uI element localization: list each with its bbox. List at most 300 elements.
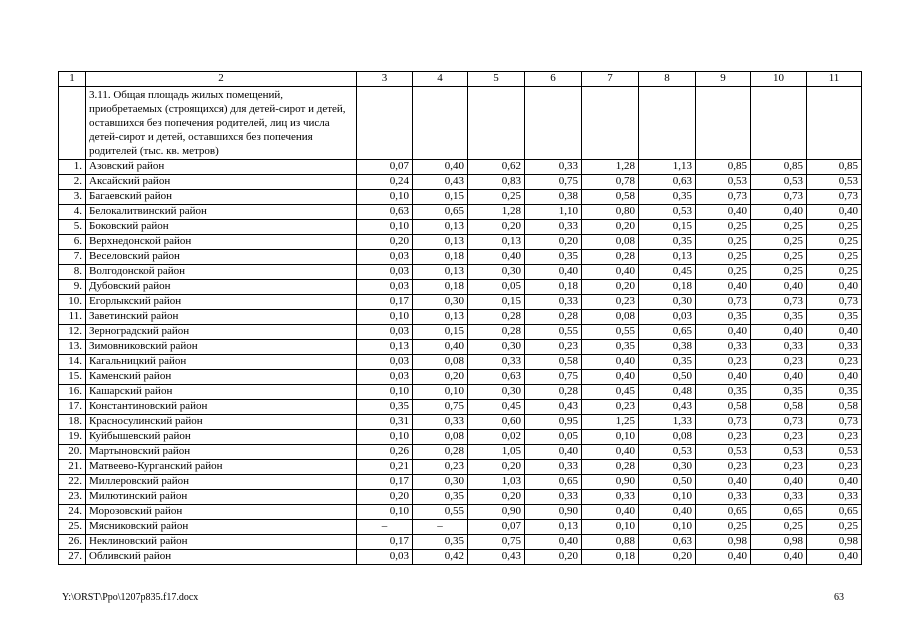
value-cell: 0,20	[468, 490, 525, 505]
district-name: Дубовский район	[86, 280, 357, 295]
header-cell: 7	[582, 72, 639, 87]
value-cell: 0,98	[807, 535, 862, 550]
value-cell: 0,73	[696, 415, 751, 430]
table-row	[59, 310, 862, 325]
value-cell: 0,73	[807, 415, 862, 430]
value-cell: 1,03	[468, 475, 525, 490]
value-cell: 0,85	[751, 160, 807, 175]
value-cell: 0,73	[807, 295, 862, 310]
value-cell: 0,35	[696, 385, 751, 400]
value-cell: 0,13	[413, 310, 468, 325]
value-cell: 0,25	[807, 520, 862, 535]
table-row	[59, 385, 862, 400]
table-row	[59, 280, 862, 295]
value-cell: 0,58	[525, 355, 582, 370]
district-name: Морозовский район	[86, 505, 357, 520]
value-cell: 0,53	[639, 445, 696, 460]
value-cell: 0,53	[807, 175, 862, 190]
value-cell: 0,83	[468, 175, 525, 190]
table-row	[59, 460, 862, 475]
value-cell: 0,23	[696, 430, 751, 445]
value-cell: 0,75	[525, 175, 582, 190]
value-cell: 0,28	[582, 250, 639, 265]
value-cell: 0,65	[696, 505, 751, 520]
district-name: Веселовский район	[86, 250, 357, 265]
value-cell: 0,35	[413, 535, 468, 550]
section-title: 3.11. Общая площадь жилых помещений, приобретаемых (строящихся) для детей-сирот и детей, оставшихся без попечения родителей, лиц из числа детей-сирот и детей, оставшихся без попечения родителей (тыс. кв. метров)	[86, 87, 357, 160]
value-cell: 0,03	[639, 310, 696, 325]
value-cell: 0,43	[413, 175, 468, 190]
value-cell: 0,48	[639, 385, 696, 400]
row-number: 25.	[59, 520, 86, 535]
value-cell: 0,13	[413, 265, 468, 280]
value-cell: 0,25	[807, 220, 862, 235]
district-name: Белокалитвинский район	[86, 205, 357, 220]
value-cell: 0,33	[696, 490, 751, 505]
value-cell: 0,25	[807, 235, 862, 250]
value-cell: 0,33	[525, 460, 582, 475]
value-cell: 0,40	[582, 370, 639, 385]
value-cell: 0,90	[468, 505, 525, 520]
value-cell: 0,20	[525, 235, 582, 250]
value-cell: 0,73	[751, 415, 807, 430]
value-cell: 0,25	[751, 265, 807, 280]
value-cell: 0,15	[468, 295, 525, 310]
row-number: 24.	[59, 505, 86, 520]
value-cell: 0,40	[751, 370, 807, 385]
value-cell: 0,95	[525, 415, 582, 430]
value-cell: 0,40	[525, 535, 582, 550]
value-cell: 0,65	[807, 505, 862, 520]
value-cell: 0,45	[639, 265, 696, 280]
row-number: 26.	[59, 535, 86, 550]
value-cell: 0,10	[357, 310, 413, 325]
value-cell: 0,28	[582, 460, 639, 475]
value-cell: 0,35	[751, 385, 807, 400]
value-cell: 0,55	[413, 505, 468, 520]
value-cell: 0,28	[413, 445, 468, 460]
value-cell: 0,03	[357, 265, 413, 280]
value-cell: 0,23	[582, 295, 639, 310]
header-cell: 2	[86, 72, 357, 87]
value-cell: 0,65	[525, 475, 582, 490]
value-cell: 0,30	[413, 475, 468, 490]
value-cell: 0,08	[413, 355, 468, 370]
value-cell: 0,03	[357, 250, 413, 265]
district-name: Каменский район	[86, 370, 357, 385]
value-cell: 0,23	[751, 460, 807, 475]
value-cell: 0,30	[413, 295, 468, 310]
value-cell: 0,40	[582, 505, 639, 520]
value-cell: 0,10	[357, 220, 413, 235]
value-cell: 0,10	[357, 430, 413, 445]
value-cell: 0,53	[807, 445, 862, 460]
value-cell: 0,30	[639, 460, 696, 475]
empty-cell	[639, 87, 696, 160]
value-cell: 0,53	[639, 205, 696, 220]
value-cell: 0,25	[751, 250, 807, 265]
value-cell: 0,42	[413, 550, 468, 565]
value-cell: 0,23	[582, 400, 639, 415]
row-number: 12.	[59, 325, 86, 340]
value-cell: 0,43	[639, 400, 696, 415]
value-cell: 0,58	[696, 400, 751, 415]
table-row	[59, 160, 862, 175]
district-name: Багаевский район	[86, 190, 357, 205]
value-cell: 0,30	[468, 265, 525, 280]
value-cell: 0,40	[582, 445, 639, 460]
value-cell: 0,25	[696, 250, 751, 265]
value-cell: 0,13	[413, 220, 468, 235]
value-cell: 0,40	[807, 205, 862, 220]
value-cell: 0,20	[582, 280, 639, 295]
value-cell: 0,25	[468, 190, 525, 205]
value-cell: 0,25	[696, 520, 751, 535]
table-row	[59, 190, 862, 205]
value-cell: 0,55	[525, 325, 582, 340]
value-cell: 0,62	[468, 160, 525, 175]
value-cell: 0,05	[525, 430, 582, 445]
district-name: Егорлыкский район	[86, 295, 357, 310]
value-cell: 0,73	[807, 190, 862, 205]
district-name: Милютинский район	[86, 490, 357, 505]
value-cell: 0,75	[525, 370, 582, 385]
value-cell: 0,10	[582, 520, 639, 535]
value-cell: 0,65	[413, 205, 468, 220]
table-row	[59, 550, 862, 565]
value-cell: 0,33	[751, 340, 807, 355]
header-cell: 10	[751, 72, 807, 87]
value-cell: 1,25	[582, 415, 639, 430]
value-cell: 0,55	[582, 325, 639, 340]
value-cell: 0,35	[413, 490, 468, 505]
value-cell: 0,10	[357, 505, 413, 520]
value-cell: –	[357, 520, 413, 535]
value-cell: 0,40	[696, 370, 751, 385]
row-number: 4.	[59, 205, 86, 220]
district-name: Константиновский район	[86, 400, 357, 415]
value-cell: 0,35	[525, 250, 582, 265]
value-cell: 0,18	[413, 250, 468, 265]
value-cell: 1,05	[468, 445, 525, 460]
district-name: Куйбышевский район	[86, 430, 357, 445]
value-cell: 0,23	[751, 355, 807, 370]
value-cell: 0,35	[696, 310, 751, 325]
header-cell: 9	[696, 72, 751, 87]
value-cell: 0,35	[639, 235, 696, 250]
value-cell: 0,10	[639, 520, 696, 535]
table-row	[59, 220, 862, 235]
value-cell: 0,20	[582, 220, 639, 235]
value-cell: 0,35	[639, 190, 696, 205]
row-number: 22.	[59, 475, 86, 490]
row-number: 21.	[59, 460, 86, 475]
district-name: Мясниковский район	[86, 520, 357, 535]
value-cell: 0,73	[751, 190, 807, 205]
value-cell: 0,18	[525, 280, 582, 295]
value-cell: 1,28	[468, 205, 525, 220]
value-cell: 0,20	[413, 370, 468, 385]
value-cell: 0,30	[468, 340, 525, 355]
value-cell: 0,08	[639, 430, 696, 445]
value-cell: 0,53	[696, 175, 751, 190]
value-cell: 0,03	[357, 355, 413, 370]
row-number: 23.	[59, 490, 86, 505]
value-cell: 0,15	[413, 325, 468, 340]
table-row	[59, 430, 862, 445]
row-number: 18.	[59, 415, 86, 430]
value-cell: 0,73	[696, 190, 751, 205]
value-cell: 0,25	[807, 250, 862, 265]
table-row	[59, 295, 862, 310]
value-cell: 0,60	[468, 415, 525, 430]
value-cell: 0,08	[582, 310, 639, 325]
district-name: Заветинский район	[86, 310, 357, 325]
district-name: Верхнедонской район	[86, 235, 357, 250]
section-number-cell	[59, 87, 86, 160]
table-row	[59, 445, 862, 460]
value-cell: 0,63	[468, 370, 525, 385]
value-cell: 0,63	[639, 535, 696, 550]
value-cell: 0,23	[807, 355, 862, 370]
value-cell: 0,33	[751, 490, 807, 505]
value-cell: 0,40	[525, 445, 582, 460]
row-number: 27.	[59, 550, 86, 565]
table-row	[59, 415, 862, 430]
table-row	[59, 505, 862, 520]
table-row	[59, 205, 862, 220]
value-cell: 0,10	[357, 385, 413, 400]
value-cell: 0,21	[357, 460, 413, 475]
value-cell: 0,15	[639, 220, 696, 235]
value-cell: 0,23	[413, 460, 468, 475]
value-cell: 0,40	[751, 325, 807, 340]
value-cell: 0,40	[413, 160, 468, 175]
value-cell: 0,07	[468, 520, 525, 535]
section-row	[59, 87, 862, 160]
table-row	[59, 520, 862, 535]
district-name: Миллеровский район	[86, 475, 357, 490]
value-cell: 0,53	[751, 445, 807, 460]
value-cell: 0,40	[468, 250, 525, 265]
row-number: 20.	[59, 445, 86, 460]
value-cell: 0,33	[525, 490, 582, 505]
value-cell: 0,08	[582, 235, 639, 250]
value-cell: 0,33	[582, 490, 639, 505]
value-cell: 0,40	[696, 325, 751, 340]
table-row	[59, 400, 862, 415]
value-cell: 0,40	[751, 550, 807, 565]
district-name: Кагальницкий район	[86, 355, 357, 370]
value-cell: 0,28	[525, 310, 582, 325]
value-cell: 0,90	[525, 505, 582, 520]
row-number: 13.	[59, 340, 86, 355]
empty-cell	[357, 87, 413, 160]
value-cell: 0,40	[807, 370, 862, 385]
value-cell: 0,40	[751, 280, 807, 295]
value-cell: 0,23	[807, 460, 862, 475]
row-number: 9.	[59, 280, 86, 295]
value-cell: 0,73	[696, 295, 751, 310]
value-cell: 0,85	[696, 160, 751, 175]
value-cell: 0,13	[468, 235, 525, 250]
value-cell: 0,33	[696, 340, 751, 355]
empty-cell	[413, 87, 468, 160]
value-cell: 0,40	[807, 325, 862, 340]
district-name: Азовский район	[86, 160, 357, 175]
row-number: 3.	[59, 190, 86, 205]
row-number: 5.	[59, 220, 86, 235]
value-cell: 0,38	[639, 340, 696, 355]
value-cell: 0,43	[468, 550, 525, 565]
value-cell: 0,40	[696, 205, 751, 220]
value-cell: 0,25	[751, 520, 807, 535]
district-name: Красносулинский район	[86, 415, 357, 430]
district-name: Зерноградский район	[86, 325, 357, 340]
value-cell: 0,33	[807, 490, 862, 505]
value-cell: 0,33	[525, 220, 582, 235]
value-cell: 0,10	[582, 430, 639, 445]
value-cell: 0,88	[582, 535, 639, 550]
row-number: 14.	[59, 355, 86, 370]
value-cell: 0,20	[357, 235, 413, 250]
value-cell: 0,28	[525, 385, 582, 400]
value-cell: 0,02	[468, 430, 525, 445]
value-cell: 0,40	[696, 280, 751, 295]
row-number: 19.	[59, 430, 86, 445]
value-cell: 0,33	[807, 340, 862, 355]
value-cell: 0,40	[525, 265, 582, 280]
row-number: 8.	[59, 265, 86, 280]
value-cell: 0,10	[357, 190, 413, 205]
value-cell: 0,33	[525, 295, 582, 310]
header-cell: 1	[59, 72, 86, 87]
value-cell: 0,40	[751, 205, 807, 220]
value-cell: 0,40	[413, 340, 468, 355]
header-cell: 6	[525, 72, 582, 87]
value-cell: 0,50	[639, 370, 696, 385]
value-cell: –	[413, 520, 468, 535]
district-name: Волгодонской район	[86, 265, 357, 280]
value-cell: 0,23	[525, 340, 582, 355]
value-cell: 0,35	[357, 400, 413, 415]
value-cell: 0,43	[525, 400, 582, 415]
value-cell: 0,10	[413, 385, 468, 400]
value-cell: 0,23	[696, 460, 751, 475]
value-cell: 0,40	[582, 355, 639, 370]
value-cell: 0,08	[413, 430, 468, 445]
value-cell: 0,58	[582, 190, 639, 205]
value-cell: 1,10	[525, 205, 582, 220]
value-cell: 0,28	[468, 325, 525, 340]
data-table	[58, 71, 862, 565]
table-row	[59, 535, 862, 550]
value-cell: 0,23	[807, 430, 862, 445]
table-row	[59, 235, 862, 250]
value-cell: 0,20	[357, 490, 413, 505]
empty-cell	[525, 87, 582, 160]
value-cell: 0,23	[751, 430, 807, 445]
value-cell: 0,45	[582, 385, 639, 400]
value-cell: 0,45	[468, 400, 525, 415]
row-number: 15.	[59, 370, 86, 385]
value-cell: 0,58	[751, 400, 807, 415]
value-cell: 0,40	[696, 475, 751, 490]
district-name: Зимовниковский район	[86, 340, 357, 355]
value-cell: 0,31	[357, 415, 413, 430]
value-cell: 0,26	[357, 445, 413, 460]
value-cell: 0,20	[525, 550, 582, 565]
value-cell: 0,35	[639, 355, 696, 370]
table-row	[59, 490, 862, 505]
empty-cell	[807, 87, 862, 160]
value-cell: 0,03	[357, 280, 413, 295]
value-cell: 0,75	[468, 535, 525, 550]
value-cell: 1,28	[582, 160, 639, 175]
value-cell: 0,40	[639, 505, 696, 520]
value-cell: 0,98	[751, 535, 807, 550]
district-name: Обливский район	[86, 550, 357, 565]
row-number: 17.	[59, 400, 86, 415]
value-cell: 0,13	[525, 520, 582, 535]
table-row	[59, 370, 862, 385]
empty-cell	[582, 87, 639, 160]
value-cell: 0,40	[751, 475, 807, 490]
value-cell: 0,33	[525, 160, 582, 175]
value-cell: 0,73	[751, 295, 807, 310]
value-cell: 0,18	[413, 280, 468, 295]
value-cell: 0,40	[807, 550, 862, 565]
footer-file-path: Y:\ORST\Ppo\1207p835.f17.docx	[62, 592, 199, 603]
value-cell: 0,18	[582, 550, 639, 565]
value-cell: 0,13	[357, 340, 413, 355]
value-cell: 0,85	[807, 160, 862, 175]
value-cell: 0,03	[357, 370, 413, 385]
value-cell: 0,35	[582, 340, 639, 355]
header-cell: 3	[357, 72, 413, 87]
row-number: 11.	[59, 310, 86, 325]
value-cell: 0,40	[807, 475, 862, 490]
value-cell: 0,25	[696, 235, 751, 250]
value-cell: 0,13	[639, 250, 696, 265]
row-number: 7.	[59, 250, 86, 265]
value-cell: 0,18	[639, 280, 696, 295]
value-cell: 0,25	[696, 220, 751, 235]
table-row	[59, 475, 862, 490]
table-row	[59, 250, 862, 265]
empty-cell	[751, 87, 807, 160]
value-cell: 0,63	[639, 175, 696, 190]
value-cell: 0,15	[413, 190, 468, 205]
table-row	[59, 355, 862, 370]
value-cell: 0,80	[582, 205, 639, 220]
value-cell: 0,30	[639, 295, 696, 310]
value-cell: 0,25	[807, 265, 862, 280]
value-cell: 0,40	[696, 550, 751, 565]
value-cell: 0,98	[696, 535, 751, 550]
district-name: Боковский район	[86, 220, 357, 235]
value-cell: 0,50	[639, 475, 696, 490]
value-cell: 0,17	[357, 295, 413, 310]
value-cell: 0,25	[696, 265, 751, 280]
value-cell: 0,25	[751, 220, 807, 235]
value-cell: 0,90	[582, 475, 639, 490]
value-cell: 0,40	[582, 265, 639, 280]
value-cell: 0,35	[751, 310, 807, 325]
value-cell: 0,10	[639, 490, 696, 505]
footer-page-number: 63	[834, 592, 844, 603]
header-row	[59, 72, 862, 87]
